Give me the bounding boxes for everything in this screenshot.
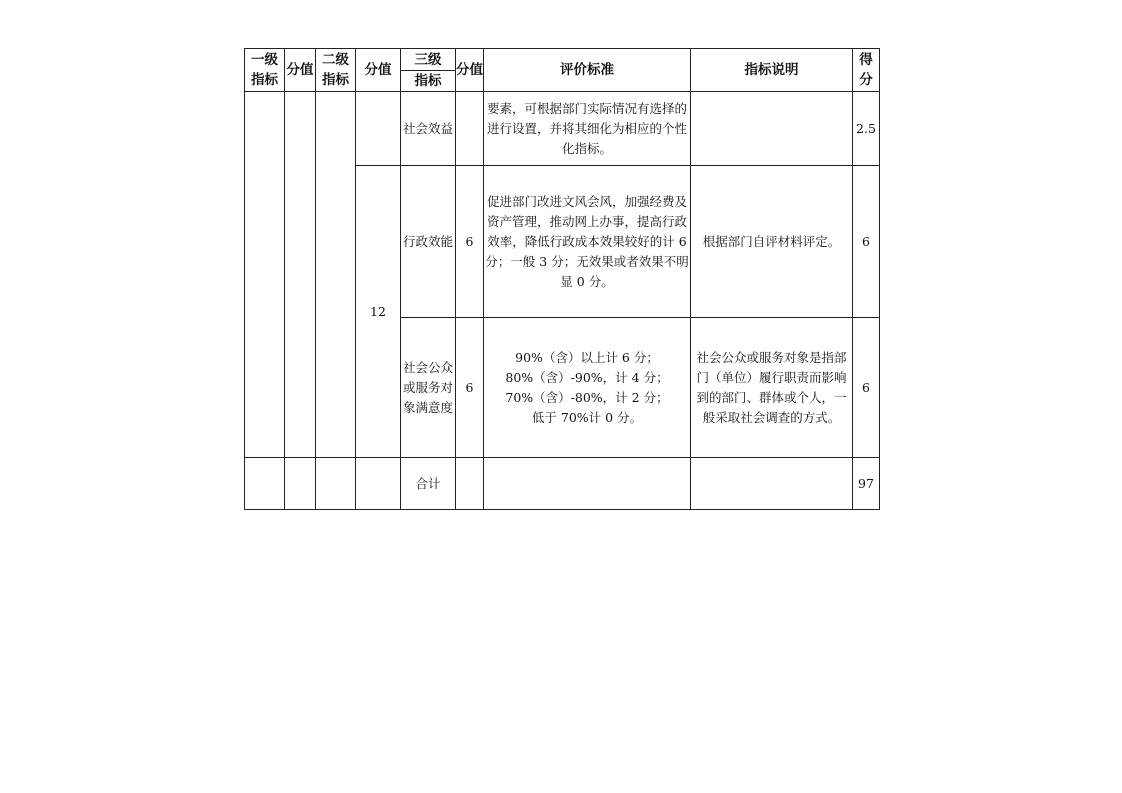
admin-efficiency-criteria: 促进部门改进文风会风，加强经费及资产管理，推动网上办事，提高行政效率，降低行政成本效果较好的计 6 分；一般 3 分；无效果或者效果不明显 0 分。 bbox=[484, 166, 691, 318]
total-level1 bbox=[245, 458, 285, 510]
satisfaction-result: 6 bbox=[853, 318, 880, 458]
admin-efficiency-name: 行政效能 bbox=[401, 166, 456, 318]
total-label: 合计 bbox=[401, 458, 456, 510]
social-benefit-name: 社会效益 bbox=[401, 92, 456, 166]
header-level3: 三级 bbox=[401, 49, 456, 71]
evaluation-table bbox=[244, 48, 880, 510]
social-benefit-description bbox=[691, 92, 853, 166]
admin-efficiency-description: 根据部门自评材料评定。 bbox=[691, 166, 853, 318]
social-benefit-score bbox=[456, 92, 484, 166]
total-score3 bbox=[456, 458, 484, 510]
satisfaction-criteria bbox=[484, 318, 691, 458]
header-score1: 分值 bbox=[285, 49, 316, 92]
header-level1: 一级指标 bbox=[245, 49, 285, 92]
satisfaction-description: 社会公众或服务对象是指部门（单位）履行职责而影响到的部门、群体或个人，一般采取社会调查的方式。 bbox=[691, 318, 853, 458]
social-benefit-result: 2.5 bbox=[853, 92, 880, 166]
satisfaction-score: 6 bbox=[456, 318, 484, 458]
total-result: 97 bbox=[853, 458, 880, 510]
social-benefit-criteria: 要素，可根据部门实际情况有选择的进行设置，并将其细化为相应的个性化指标。 bbox=[484, 92, 691, 166]
admin-efficiency-result: 6 bbox=[853, 166, 880, 318]
header-level2: 二级指标 bbox=[316, 49, 356, 92]
satisfaction-criteria-line: 低于 70%计 0 分。 bbox=[531, 409, 643, 425]
header-level3-sub: 指标 bbox=[401, 71, 456, 92]
total-score2 bbox=[356, 458, 401, 510]
group-score: 12 bbox=[356, 166, 401, 458]
total-criteria bbox=[484, 458, 691, 510]
score2-cell-top bbox=[356, 92, 401, 166]
satisfaction-criteria-line: 80%（含）-90%，计 4 分； bbox=[505, 369, 669, 385]
total-score1 bbox=[285, 458, 316, 510]
level1-cell bbox=[245, 92, 285, 458]
satisfaction-name: 社会公众或服务对象满意度 bbox=[401, 318, 456, 458]
total-level2 bbox=[316, 458, 356, 510]
header-score2: 分值 bbox=[356, 49, 401, 92]
admin-efficiency-score: 6 bbox=[456, 166, 484, 318]
satisfaction-criteria-line: 70%（含）-80%，计 2 分； bbox=[505, 389, 669, 405]
header-result: 得分 bbox=[853, 49, 880, 92]
header-description: 指标说明 bbox=[691, 49, 853, 92]
total-description bbox=[691, 458, 853, 510]
header-score3: 分值 bbox=[456, 49, 484, 92]
header-criteria: 评价标准 bbox=[484, 49, 691, 92]
score1-cell bbox=[285, 92, 316, 458]
satisfaction-criteria-line: 90%（含）以上计 6 分； bbox=[515, 349, 659, 365]
level2-cell bbox=[316, 92, 356, 458]
